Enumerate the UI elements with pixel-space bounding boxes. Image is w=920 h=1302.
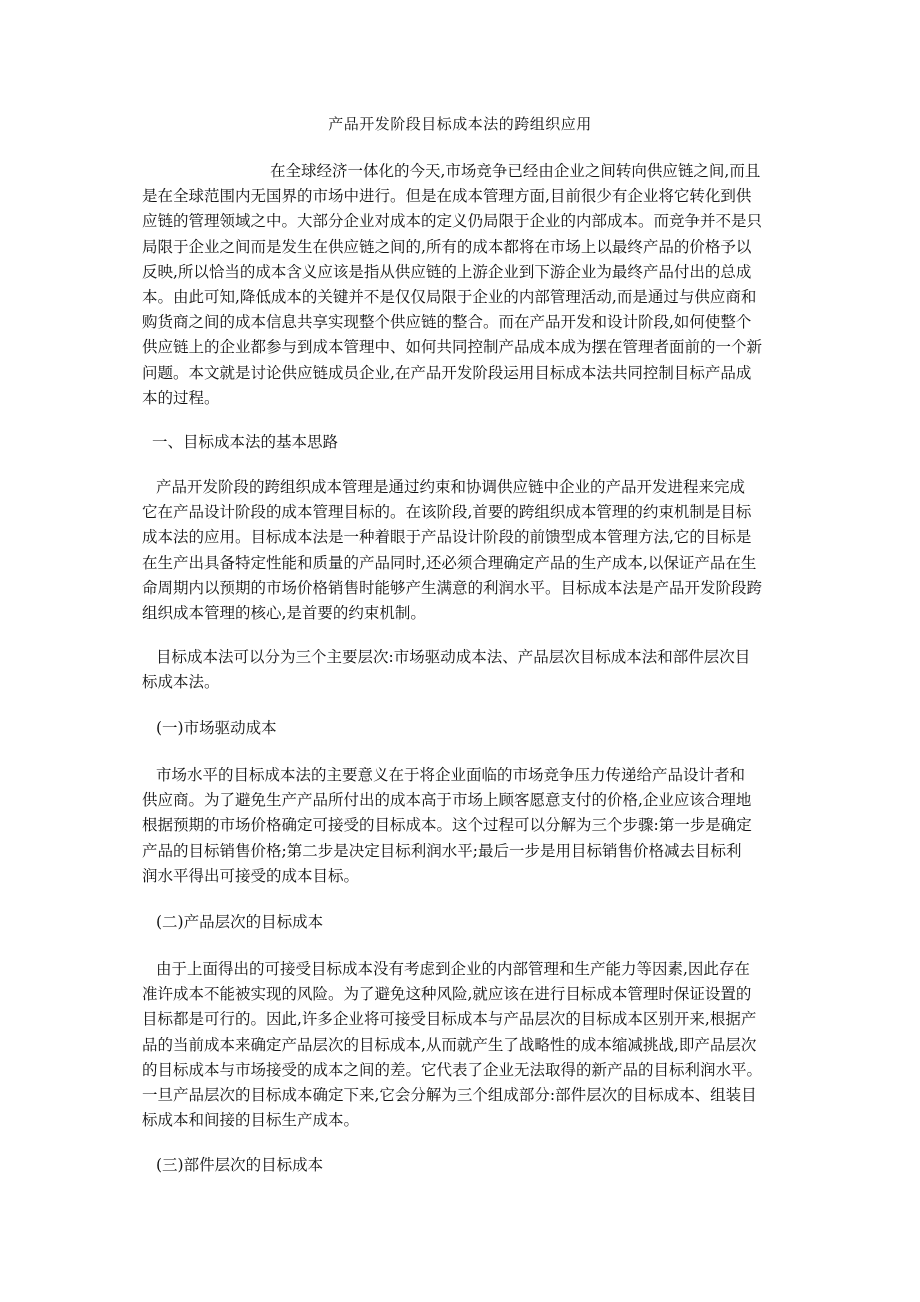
paragraph-line: 品的当前成本来确定产品层次的目标成本,从而就产生了战略性的成本缩减挑战,即产品层次: [142, 1035, 757, 1054]
paragraph-line: 供应链上的企业都参与到成本管理中、如何共同控制产品成本成为摆在管理者面前的一个新: [142, 338, 763, 357]
paragraph-line: 问题。本文就是讨论供应链成员企业,在产品开发阶段运用目标成本法共同控制目标产品成: [142, 363, 752, 382]
document-title: 产品开发阶段目标成本法的跨组织应用: [328, 115, 592, 133]
paragraph-line: 供应商。为了避免生产产品所付出的成本高于市场上顾客愿意支付的价格,企业应该合理地: [142, 791, 752, 810]
paragraph-line: 目标成本法可以分为三个主要层次:市场驱动成本法、产品层次目标成本法和部件层次目: [156, 648, 751, 666]
paragraph-line: 目标都是可行的。因此,许多企业将可接受目标成本与产品层次的目标成本区别开来,根据产: [142, 1010, 757, 1029]
paragraph-line: 本的过程。: [142, 388, 220, 407]
paragraph-line: 组织成本管理的核心,是首要的约束机制。: [142, 604, 426, 623]
paragraph-line: 在全球经济一体化的今天,市场竞争已经由企业之间转向供应链之间,而且: [270, 162, 761, 180]
paragraph-line: 是在全球范围内无国界的市场中进行。但是在成本管理方面,目前很少有企业将它转化到供: [142, 187, 752, 206]
paragraph-line: 在生产出具备特定性能和质量的产品同时,还必须合理确定产品的生产成本,以保证产品在生: [142, 553, 757, 572]
subsection-heading: (三)部件层次的目标成本: [156, 1156, 324, 1174]
subsection-heading: (一)市场驱动成本: [156, 719, 277, 737]
paragraph-line: 由于上面得出的可接受目标成本没有考虑到企业的内部管理和生产能力等因素,因此存在: [156, 960, 750, 978]
paragraph-line: 购货商之间的成本信息共享实现整个供应链的整合。而在产品开发和设计阶段,如何使整个: [142, 313, 752, 332]
paragraph-line: 的目标成本与市场接受的成本之间的差。它代表了企业无法取得的新产品的目标利润水平。: [142, 1060, 763, 1079]
paragraph-line: 局限于企业之间而是发生在供应链之间的,所有的成本都将在市场上以最终产品的价格予以: [142, 237, 752, 256]
paragraph-line: 反映,所以恰当的成本含义应该是指从供应链的上游企业到下游企业为最终产品付出的总成: [142, 262, 752, 281]
subsection1-paragraph: [142, 763, 782, 889]
section-heading: 一、目标成本法的基本思路: [152, 433, 339, 451]
subsection-heading: (二)产品层次的目标成本: [156, 913, 324, 931]
paragraph-line: 标成本法。: [142, 673, 220, 692]
paragraph-line: 命周期内以预期的市场价格销售时能够产生满意的利润水平。目标成本法是产品开发阶段跨: [142, 578, 763, 597]
paragraph-line: 成本法的应用。目标成本法是一种着眼于产品设计阶段的前馈型成本管理方法,它的目标是: [142, 528, 752, 547]
section1-paragraph: [142, 475, 782, 626]
paragraph-line: 根据预期的市场价格确定可接受的目标成本。这个过程可以分解为三个步骤:第一步是确定: [142, 816, 752, 835]
intro-paragraph: [142, 159, 782, 411]
paragraph-line: 标成本和间接的目标生产成本。: [142, 1111, 360, 1130]
paragraph-line: 准许成本不能被实现的风险。为了避免这种风险,就应该在进行目标成本管理时保证设置的: [142, 985, 752, 1004]
paragraph-line: 市场水平的目标成本法的主要意义在于将企业面临的市场竞争压力传递给产品设计者和: [156, 766, 746, 784]
subsection2-paragraph: [142, 957, 782, 1133]
paragraph-line: 产品的目标销售价格;第二步是决定目标利润水平;最后一步是用目标销售价格减去目标利: [142, 841, 742, 860]
paragraph-line: 润水平得出可接受的成本目标。: [142, 866, 360, 885]
section1-paragraph-2: [142, 645, 782, 695]
paragraph-line: 产品开发阶段的跨组织成本管理是通过约束和协调供应链中企业的产品开发进程来完成: [156, 478, 746, 496]
paragraph-line: 一旦产品层次的目标成本确定下来,它会分解为三个组成部分:部件层次的目标成本、组装目: [142, 1086, 757, 1105]
paragraph-line: 应链的管理领域之中。大部分企业对成本的定义仍局限于企业的内部成本。而竞争并不是只: [142, 212, 763, 231]
paragraph-line: 它在产品设计阶段的成本管理目标的。在该阶段,首要的跨组织成本管理的约束机制是目标: [142, 503, 752, 522]
paragraph-line: 本。由此可知,降低成本的关键并不是仅仅局限于企业的内部管理活动,而是通过与供应商和: [142, 288, 757, 307]
